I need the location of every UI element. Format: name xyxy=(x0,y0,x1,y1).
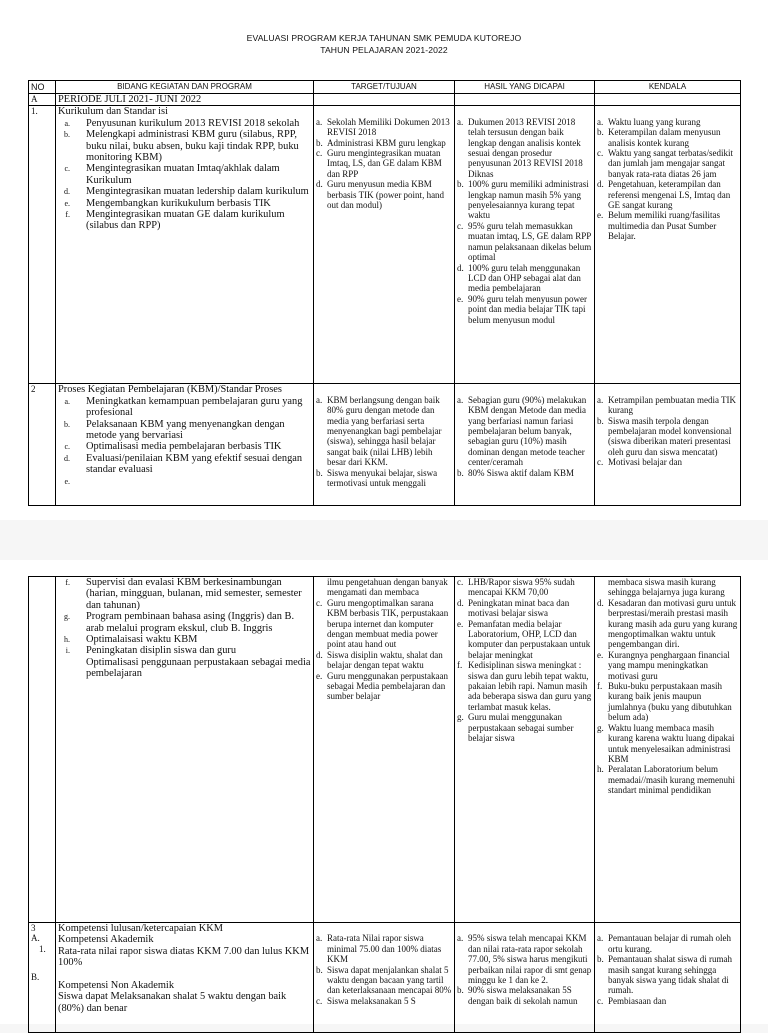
item-marker: e. xyxy=(457,618,464,629)
program-item xyxy=(58,453,311,476)
kendala-item xyxy=(597,179,738,210)
target-item xyxy=(316,965,452,996)
target-cell xyxy=(314,106,455,384)
item-text: Peralatan Laboratorium belum memadai//masih kurang memenuhi standart minimal pendidikan xyxy=(608,764,735,796)
item-text: Pemantauan belajar di rumah oleh ortu kurang. xyxy=(608,933,731,954)
hasil-item xyxy=(457,395,592,468)
item-marker: c. xyxy=(597,457,604,468)
item-marker: h. xyxy=(597,764,604,775)
table-row-2 xyxy=(29,384,741,506)
item-text: Guru mengintegrasikan muatan Imtaq, LS, dan GE dalam KBM dan RPP xyxy=(327,148,442,179)
item-marker: e. xyxy=(64,476,70,486)
program-item xyxy=(58,163,311,186)
item-marker: a. xyxy=(64,396,70,406)
item-marker: b. xyxy=(597,127,604,138)
hasil-item xyxy=(457,619,592,661)
item-text: Kurangnya penghargaan financial yang mampu meningkatkan motivasi guru xyxy=(608,649,730,681)
document-page-2 xyxy=(0,560,768,1024)
table-row-1 xyxy=(29,106,741,384)
item-text: Siswa masih terpola dengan pembelajaran model konvensional (siswa diberikan materi presentasi oleh guru dan siswa mencatat) xyxy=(608,415,732,457)
item-text: Meningkatkan kemampuan pembelajaran guru yang profesional xyxy=(86,395,303,419)
kendala-cell xyxy=(595,106,741,384)
item-marker: b. xyxy=(457,467,464,478)
column-header-no: NO xyxy=(29,81,56,94)
section-no: A xyxy=(29,94,56,106)
program-item xyxy=(58,611,311,634)
item-marker: c. xyxy=(597,148,604,159)
item-text: LHB/Rapor siswa 95% sudah mencapai KKM 70,00 xyxy=(468,577,575,598)
item-text: Sebagian guru (90%) melakukan KBM dengan Metode dan media yang berfariasi namun fariasi pembelajaran belum banyak, sebagian guru (10%) masih dominan dengan metode teacher center/ceramah xyxy=(468,394,587,468)
kendala-item xyxy=(597,681,738,723)
akademik-heading: Kompetensi Akademik xyxy=(58,934,154,946)
item-marker: g. xyxy=(64,612,70,622)
item-marker: b. xyxy=(457,985,464,996)
program-table-page-2 xyxy=(28,576,741,1033)
item-text: 90% siswa melaksanakan 5S dengan baik di sekolah namun xyxy=(468,985,578,1006)
sub-marker-b: B. xyxy=(31,972,40,983)
item-marker: g. xyxy=(457,712,464,723)
item-marker: b. xyxy=(64,130,70,140)
item-text: Kesadaran dan motivasi guru untuk berprestasi/meraih prestasi masih kurang masih ada guru yang kurang mengoptimalkan waktu untuk pengembangan diri. xyxy=(608,597,738,650)
sub-marker-1: 1. xyxy=(39,943,46,954)
section-row-a xyxy=(29,94,741,106)
target-item xyxy=(316,179,452,210)
item-marker: e. xyxy=(597,649,604,660)
item-marker: d. xyxy=(64,187,70,197)
item-text: Sekolah Memiliki Dokumen 2013 REVISI 2018 xyxy=(327,116,450,138)
item-text: 95% guru telah memasukkan muatan imtaq, LS, GE dalam RPP namun pelaksanaan dikelas belum optimal xyxy=(468,220,592,263)
column-header-kendala: KENDALA xyxy=(595,81,741,94)
target-item xyxy=(316,650,452,671)
empty-cell xyxy=(314,94,455,106)
item-text: Siswa melaksanakan 5 S xyxy=(327,995,416,1006)
item-marker: d. xyxy=(316,649,323,660)
kendala-item xyxy=(597,416,738,458)
item-text: Administrasi KBM guru lengkap xyxy=(327,137,446,148)
hasil-cell xyxy=(455,106,595,384)
item-text: Buku-buku perpustakaan masih kurang baik jenis maupun jumlahnya (buku yang dibutuhkan belum ada) xyxy=(608,681,732,723)
item-text: Rata-rata Nilai rapor siswa minimal 75.00 dan 100% diatas KKM xyxy=(327,933,442,965)
item-text: Dukumen 2013 REVISI 2018 telah tersusun dengan baik lengkap dengan analisis kontek sesuai dengan prosedur penyusunan 2013 REVISI 2018 Diknas xyxy=(468,116,583,179)
hasil-item xyxy=(457,468,592,478)
program-item xyxy=(58,645,311,656)
program-item xyxy=(58,396,311,419)
item-text: Guru menggunakan perpustakaan sebagai Media pembelajaran dan sumber belajar xyxy=(327,670,448,702)
section-title: PERIODE JULI 2021- JUNI 2022 xyxy=(56,94,314,106)
item-marker: e. xyxy=(316,670,323,681)
item-text: Guru mengoptimalkan sarana KBM berbasis TIK, perpustakaan berupa internet dan komputer dengan membuat media power point atau hand out xyxy=(327,597,449,650)
kendala-cell xyxy=(595,384,741,506)
bidang-cell xyxy=(56,106,314,384)
target-item xyxy=(316,117,452,138)
kendala-item xyxy=(597,954,738,996)
row-no xyxy=(29,577,56,923)
hasil-item xyxy=(457,179,592,221)
item-text: Waktu luang membaca masih kurang karena waktu luang dipakai untuk menyelesaikan administrasi KBM xyxy=(608,722,735,764)
target-cell xyxy=(314,923,455,1033)
item-text: Peningkatan minat baca dan motivasi belajar siswa xyxy=(468,597,570,619)
empty-cell xyxy=(455,94,595,106)
bidang-cell xyxy=(56,923,314,1033)
item-text: Guru menyusun media KBM berbasis TIK (power point, hand out dan modul) xyxy=(327,179,445,211)
item-text: Evaluasi/penilaian KBM yang efektif sesuai dengan standar evaluasi xyxy=(86,452,303,476)
row-no: 2 xyxy=(29,384,56,506)
item-marker: a. xyxy=(457,933,464,944)
item-marker: e. xyxy=(64,198,70,208)
item-text: Program pembinaan bahasa asing (Inggris) dan B. arab melalui program ekskul, club B. Inggris xyxy=(86,611,295,634)
item-text: Ketrampilan pembuatan media TIK kurang xyxy=(608,394,737,416)
item-text: Waktu yang sangat terbatas/sedikit dan jumlah jam mengajar sangat banyak rata-rata diatas 26 jam xyxy=(608,148,733,179)
item-marker: c. xyxy=(316,148,323,159)
item-marker: b. xyxy=(64,419,70,429)
target-continuation: ilmu pengetahuan dengan banyak mengamati dan membaca xyxy=(327,577,448,598)
hasil-item xyxy=(457,294,592,325)
item-marker: d. xyxy=(316,179,323,190)
item-marker: b. xyxy=(316,467,323,478)
item-marker: a. xyxy=(316,933,323,944)
row-title: Proses Kegiatan Pembelajaran (KBM)/Standar Proses xyxy=(58,384,282,396)
hasil-item xyxy=(457,712,592,743)
kendala-item xyxy=(597,598,738,650)
item-text: Mengintegrasikan muatan GE dalam kurikulum (silabus dan RPP) xyxy=(86,209,285,232)
item-marker: d. xyxy=(457,597,464,608)
item-text: 95% siswa telah mencapai KKM dan nilai rata-rata rapor sekolah 77.00, 5% siswa harus mengikuti perbaikan nilai rapor di smt genap minggu ke 1 dan ke 2. xyxy=(468,933,592,986)
item-text: 90% guru telah menyusun power point dan media belajar TIK tapi belum menyusun modul xyxy=(468,293,587,325)
row-title: Kompetensi lulusan/ketercapaian KKM xyxy=(58,923,224,934)
item-marker: d. xyxy=(457,262,464,273)
item-text: Supervisi dan evalasi KBM berkesinambungan (harian, mingguan, bulanan, mid semester, semester dan tahunan) xyxy=(86,577,302,611)
item-text: Melengkapi administrasi KBM guru (silabus, RPP, buku nilai, buku absen, buku kaji tindak RPP, buku monitoring KBM) xyxy=(86,129,299,164)
kendala-item xyxy=(597,210,738,241)
target-item xyxy=(316,395,452,468)
item-marker: e. xyxy=(597,210,604,221)
program-item xyxy=(58,118,311,129)
item-text: Belum memiliki ruang/fasilitas multimedia dan Pusat Sumber Belajar. xyxy=(608,210,720,242)
item-text: Pemantauan shalat siswa di rumah masih sangat kurang sehingga banyak siswa yang tidak shalat di rumah. xyxy=(608,954,732,996)
item-text: Siswa dapat menjalankan shalat 5 waktu dengan bacaan yang tartil dan keterlaksanaan mencapai 80% xyxy=(327,964,452,996)
item-marker: h. xyxy=(64,635,70,645)
hasil-item xyxy=(457,985,592,1006)
item-marker: b. xyxy=(597,954,604,965)
item-marker: b. xyxy=(457,179,464,190)
item-marker: f. xyxy=(457,660,463,671)
kendala-continuation: membaca siswa masih kurang sehingga belajarnya juga kurang xyxy=(608,577,725,598)
kendala-item xyxy=(597,723,738,765)
item-text: Optimalisasi penggunaan perpustakaan sebagai media pembelajaran xyxy=(86,656,311,680)
sub-marker-a: A. xyxy=(31,933,40,944)
item-text: 80% Siswa aktif dalam KBM xyxy=(468,467,574,478)
program-item xyxy=(58,634,311,645)
hasil-item xyxy=(457,117,592,179)
kendala-item xyxy=(597,148,738,179)
target-item xyxy=(316,138,452,148)
item-text: Motivasi belajar dan xyxy=(608,457,682,468)
target-item xyxy=(316,598,452,650)
item-marker: f. xyxy=(597,681,603,692)
item-text: KBM berlangsung dengan baik 80% guru dengan metode dan media yang berfariasi serta menyenangkan bagi pembelajar (siswa), sehingga hasil belajar sangat baik (nilai LHB) lebih besar dari KKM. xyxy=(327,394,442,468)
item-marker: i. xyxy=(65,646,70,656)
program-item xyxy=(58,209,311,232)
bidang-cell xyxy=(56,577,314,923)
item-marker: a. xyxy=(64,118,70,128)
hasil-cell xyxy=(455,923,595,1033)
item-text: Siswa disiplin waktu, shalat dan belajar dengan tepat waktu xyxy=(327,649,443,671)
akademik-text: Rata-rata nilai rapor siswa diatas KKM 7.00 dan lulus KKM 100% xyxy=(58,945,310,969)
column-header-bidang: BIDANG KEGIATAN DAN PROGRAM xyxy=(56,81,314,94)
kendala-item xyxy=(597,457,738,467)
item-marker: a. xyxy=(597,933,604,944)
item-marker: c. xyxy=(316,995,323,1006)
target-item xyxy=(316,148,452,179)
item-marker: c. xyxy=(316,597,323,608)
non-akademik-text: Siswa dapat Melaksanakan shalat 5 waktu dengan baik (80%) dan benar xyxy=(58,991,287,1014)
item-text: Pemanfatan media belajar Laboratorium, OHP, LCD dan komputer dan perpustakaan untuk belajar meningkat xyxy=(468,618,591,660)
item-marker: g. xyxy=(597,722,604,733)
item-text: Peningkatan disiplin siswa dan guru xyxy=(86,645,237,657)
bidang-cell xyxy=(56,384,314,506)
item-marker: c. xyxy=(457,577,464,587)
program-item xyxy=(58,129,311,163)
table-row-3 xyxy=(29,923,741,1033)
kendala-item xyxy=(597,996,738,1006)
row-no: 3 xyxy=(31,923,36,933)
item-text: Pembiasaan dan xyxy=(608,995,667,1006)
item-text: Siswa menyukai belajar, siswa termotivasi untuk menggali xyxy=(327,467,438,489)
column-header-target: TARGET/TUJUAN xyxy=(314,81,455,94)
program-item xyxy=(58,198,311,209)
column-header-hasil: HASIL YANG DICAPAI xyxy=(455,81,595,94)
target-cell xyxy=(314,384,455,506)
item-marker: c. xyxy=(64,442,70,452)
hasil-item xyxy=(457,660,592,712)
item-marker: e. xyxy=(457,293,464,304)
kendala-item xyxy=(597,395,738,416)
item-marker: a. xyxy=(457,394,464,405)
table-header-row xyxy=(29,81,741,94)
item-marker: c. xyxy=(597,995,604,1006)
item-marker: d. xyxy=(64,453,70,463)
item-marker: a. xyxy=(457,116,464,127)
item-marker: a. xyxy=(597,394,604,405)
item-text: Mengintegrasikan muatan ledership dalam kurikulum xyxy=(86,186,309,198)
item-text: 100% guru memiliki administrasi lengkap namun masih 5% yang penyelesaiannya kurang tepat waktu xyxy=(468,179,589,221)
kendala-cell xyxy=(595,577,741,923)
item-marker: c. xyxy=(457,220,464,231)
item-marker: a. xyxy=(597,116,604,127)
hasil-item xyxy=(457,598,592,619)
item-marker: f. xyxy=(65,210,70,220)
kendala-item xyxy=(597,933,738,954)
item-text: Pelaksanaan KBM yang menyenangkan dengan metode yang bervariasi xyxy=(86,418,285,442)
item-marker: b. xyxy=(316,964,323,975)
target-cell xyxy=(314,577,455,923)
hasil-item xyxy=(457,221,592,263)
item-marker: d. xyxy=(597,597,604,608)
hasil-item xyxy=(457,577,592,598)
kendala-item xyxy=(597,650,738,681)
item-marker: a. xyxy=(316,116,323,127)
item-text: Keterampilan dalam menyusun analisis kontek kurang xyxy=(608,127,721,148)
empty-cell xyxy=(595,94,741,106)
row-title: Kurikulum dan Standar isi xyxy=(58,106,168,118)
hasil-cell xyxy=(455,384,595,506)
item-marker: b. xyxy=(316,137,323,148)
item-text: Mengintegrasikan muatan Imtaq/akhlak dalam Kurikulum xyxy=(86,163,280,186)
hasil-cell xyxy=(455,577,595,923)
item-marker: b. xyxy=(597,415,604,426)
item-text: Mengembangkan kurikukulum berbasis TIK xyxy=(86,197,271,209)
kendala-item xyxy=(597,117,738,127)
program-table-page-1 xyxy=(28,80,741,506)
item-text: Waktu luang yang kurang xyxy=(608,116,701,127)
program-item xyxy=(58,186,311,197)
kendala-item xyxy=(597,764,738,795)
item-text: Pengetahuan, keterampilan dan referensi mengenai LS, Imtaq dan GE sangat kurang xyxy=(608,179,731,211)
item-text: Optimalaisasi waktu KBM xyxy=(86,634,198,646)
item-marker: a. xyxy=(316,394,323,405)
table-row-2-continued xyxy=(29,577,741,923)
hasil-item xyxy=(457,933,592,985)
item-text: 100% guru telah menggunakan LCD dan OHP sebagai alat dan media pembelajaran xyxy=(468,262,581,294)
item-text: Guru mulai menggunakan perpustakaan sebagai sumber belajar siswa xyxy=(468,712,574,744)
document-subtitle: TAHUN PELAJARAN 2021-2022 xyxy=(320,45,448,55)
hasil-item xyxy=(457,263,592,294)
document-title: EVALUASI PROGRAM KERJA TAHUNAN SMK PEMUDA KUTOREJO xyxy=(246,33,522,43)
target-item xyxy=(316,933,452,964)
item-text: Optimalisasi media pembelajaran berbasis TIK xyxy=(86,441,282,453)
item-marker: f. xyxy=(65,578,70,587)
program-item xyxy=(58,441,311,452)
program-item xyxy=(58,657,311,680)
target-item xyxy=(316,468,452,489)
target-item xyxy=(316,671,452,702)
kendala-item xyxy=(597,127,738,148)
target-item xyxy=(316,996,452,1006)
item-text: Penyusunan kurikulum 2013 REVISI 2018 sekolah xyxy=(86,117,300,129)
item-marker: c. xyxy=(64,164,70,174)
non-akademik-heading: Kompetensi Non Akademik xyxy=(58,980,175,992)
row-no: 1. xyxy=(29,106,56,384)
item-marker: d. xyxy=(597,179,604,190)
program-item xyxy=(58,577,311,611)
kendala-cell xyxy=(595,923,741,1033)
row-no-cell xyxy=(29,923,56,1033)
program-item xyxy=(58,419,311,442)
item-text: Kedisiplinan siswa meningkat : siswa dan guru lebih tepat waktu, pakaian lebih rapi. Namun masih ada beberapa siswa dan guru yang terlambat masuk kelas. xyxy=(468,660,592,712)
